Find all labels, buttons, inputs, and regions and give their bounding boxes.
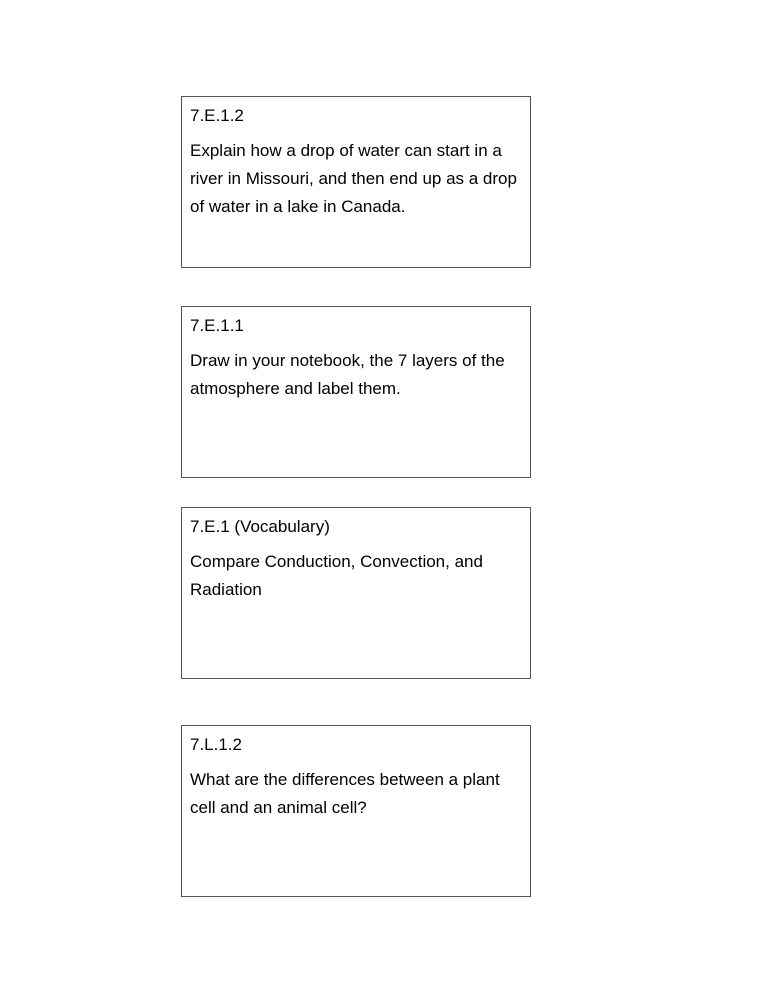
question-card — [181, 96, 531, 268]
question-text: What are the differences between a plant cell and an animal cell? — [190, 770, 500, 817]
question-card — [181, 725, 531, 897]
standard-code: 7.E.1.2 — [190, 106, 244, 125]
question-text: Explain how a drop of water can start in a river in Missouri, and then end up as a drop of water in a lake in Canada. — [190, 141, 517, 216]
question-text: Draw in your notebook, the 7 layers of the atmosphere and label them. — [190, 351, 505, 398]
question-card — [181, 507, 531, 679]
standard-code: 7.E.1 (Vocabulary) — [190, 517, 330, 536]
standard-code: 7.L.1.2 — [190, 735, 242, 754]
standard-code: 7.E.1.1 — [190, 316, 244, 335]
question-text: Compare Conduction, Convection, and Radiation — [190, 552, 483, 599]
question-card — [181, 306, 531, 478]
